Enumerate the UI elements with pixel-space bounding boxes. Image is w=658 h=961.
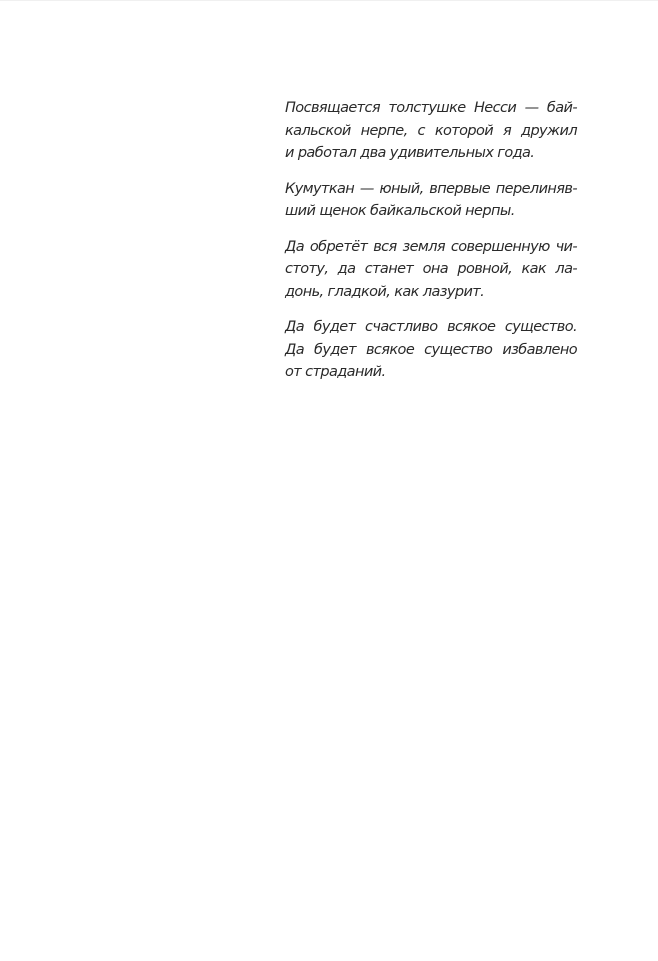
text-line: Посвящается толстушке Несси — бай- (285, 100, 577, 116)
text-line: донь, гладкой, как лазурит. (285, 283, 485, 300)
text-line: ший щенок байкальской нерпы. (285, 203, 515, 219)
text-line: стоту, да станет она ровной, как ла- (285, 261, 577, 277)
epigraph-block (285, 97, 577, 397)
text-line: и работал два удивительных года. (285, 145, 535, 161)
text-line: от страданий. (285, 364, 386, 380)
text-line: Кумуткан — юный, впервые перелиняв- (285, 180, 577, 197)
blessing-beings-paragraph (285, 316, 577, 384)
text-line: Да будет счастливо всякое существо. (285, 319, 577, 335)
text-line: Да обретёт вся земля совершенную чи- (285, 238, 577, 255)
text-line: Да будет всякое существо избавлено (285, 341, 577, 358)
text-line: кальской нерпе, с которой я дружил (285, 122, 577, 139)
dedication-paragraph (285, 97, 577, 165)
kumutkan-note-paragraph (285, 178, 577, 223)
blessing-earth-paragraph (285, 236, 577, 304)
